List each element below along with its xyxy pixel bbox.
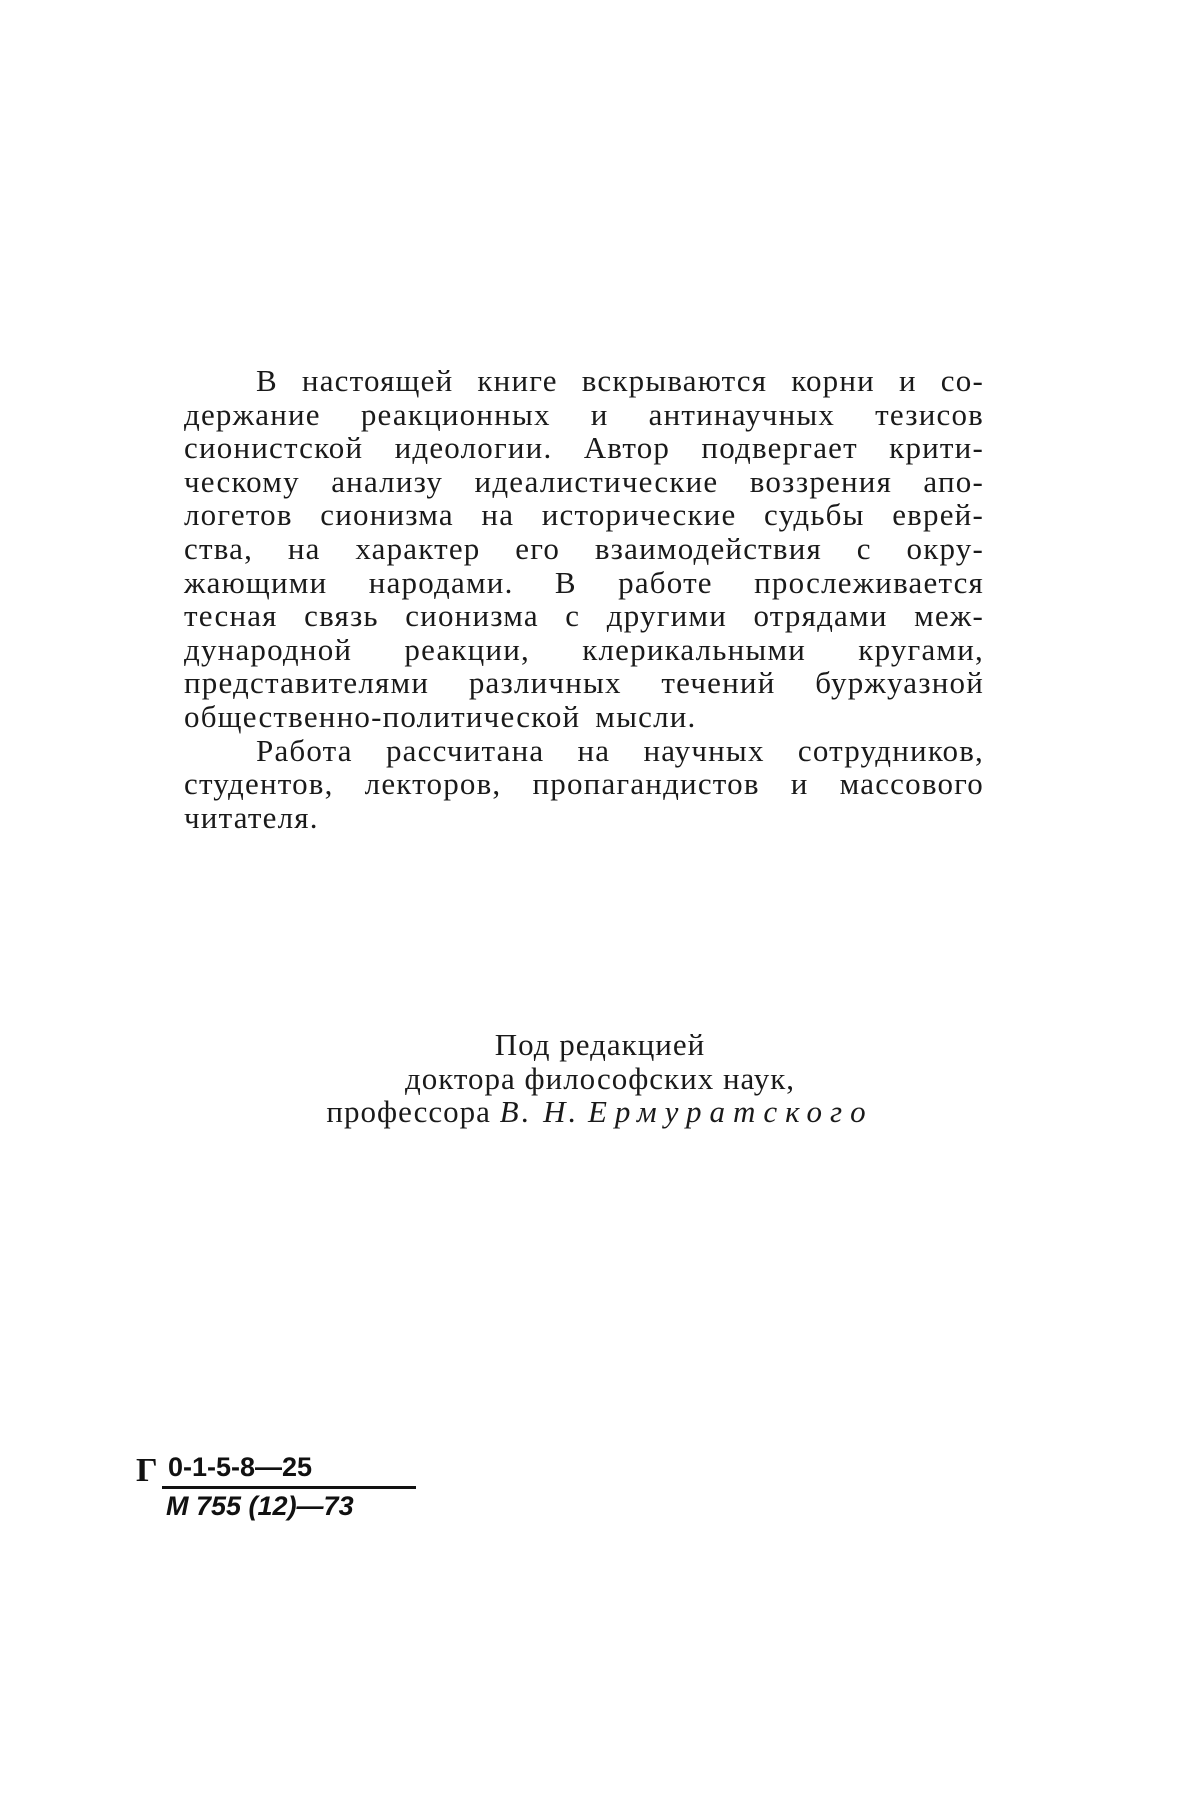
publication-code-fraction (162, 1452, 548, 1521)
annotation-line: тесная связь сионизма с другими отрядами меж- (184, 598, 984, 634)
editor-initials: В. Н. (499, 1094, 580, 1130)
publication-code-denominator: М 755 (12)—73 (166, 1491, 354, 1521)
annotation-line: сионистской идеологии. Автор подвергает крити- (184, 430, 984, 466)
editor-credit-line: доктора философских наук, (404, 1060, 796, 1096)
annotation-line: держание реакционных и антинаучных тезисов (184, 396, 984, 432)
annotation-line: читателя. (184, 799, 319, 835)
annotation-line: В настоящей книге вскрываются корни и со- (256, 363, 984, 398)
editor-credit (0, 1028, 1200, 1129)
editor-surname: Ермуратского (587, 1094, 874, 1130)
editor-credit-line: Под редакцией (494, 1027, 706, 1062)
annotation-line: ства, на характер его взаимодействия с окру- (184, 530, 984, 566)
publication-code-numerator: 0-1-5-8—25 (168, 1452, 313, 1482)
publication-code-letter: Г (136, 1452, 158, 1489)
annotation-line: общественно-политической мысли. (184, 698, 697, 734)
annotation-line: ческому анализу идеалистические воззрения апо- (184, 463, 984, 499)
annotation-line: Работа рассчитана на научных сотрудников, (256, 732, 984, 768)
annotation-line: представителями различных течений буржуазной (184, 665, 984, 701)
editor-credit-line (0, 1095, 1200, 1129)
annotation-line: жающими народами. В работе прослеживается (184, 564, 984, 600)
editor-title: профессора (326, 1094, 500, 1130)
annotation-line: логетов сионизма на исторические судьбы еврей- (184, 497, 984, 533)
annotation-line: дународной реакции, клерикальными кругами, (184, 631, 984, 667)
annotation-text (184, 364, 984, 834)
fraction-rule (162, 1486, 416, 1489)
annotation-line: студентов, лекторов, пропагандистов и массового (184, 766, 984, 802)
